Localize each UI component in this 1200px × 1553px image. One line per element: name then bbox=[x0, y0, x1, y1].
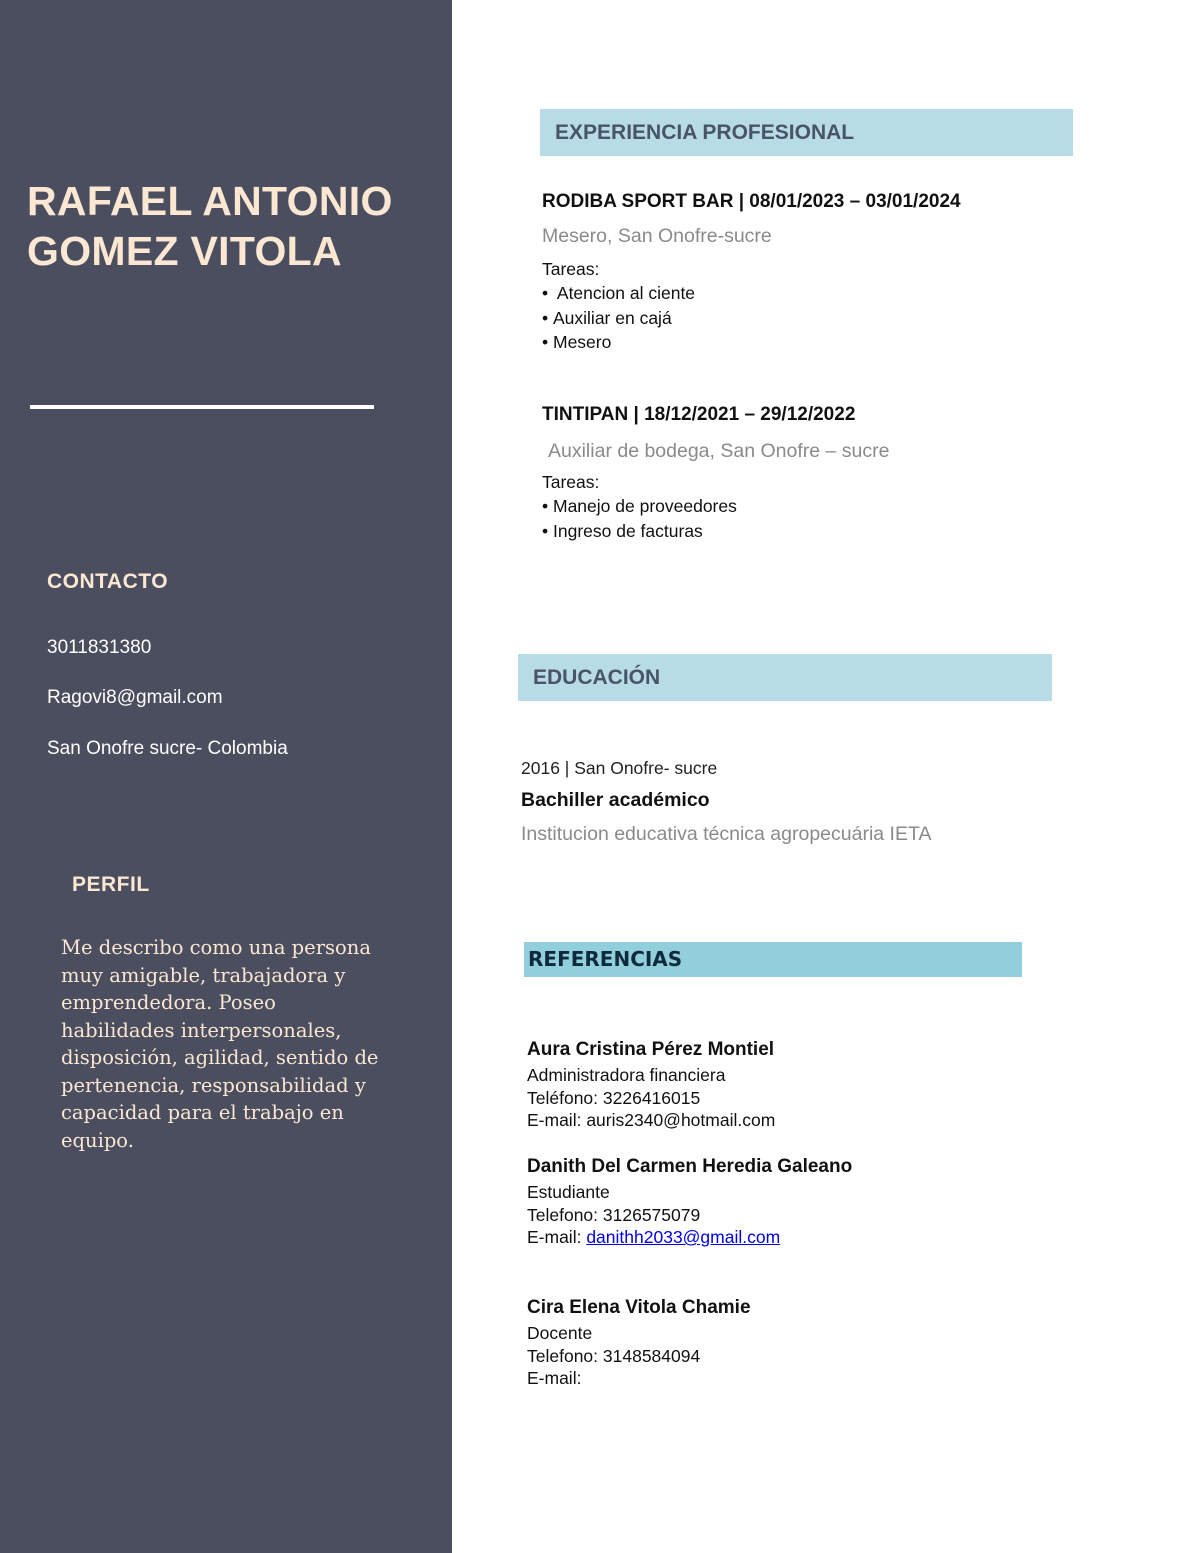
name-line-2: GOMEZ VITOLA bbox=[27, 228, 342, 274]
reference-email-line bbox=[527, 1109, 775, 1132]
contact-heading: CONTACTO bbox=[47, 570, 169, 593]
sidebar bbox=[0, 0, 452, 1553]
references-heading: REFERENCIAS bbox=[528, 947, 683, 971]
reference-name: Cira Elena Vitola Chamie bbox=[527, 1297, 751, 1318]
reference-role: Estudiante bbox=[527, 1182, 610, 1202]
reference-email-label: E-mail: bbox=[527, 1368, 582, 1388]
reference-email-label: E-mail: bbox=[527, 1227, 582, 1247]
task-item: • Atencion al ciente bbox=[542, 281, 695, 306]
reference-email-line bbox=[527, 1226, 852, 1249]
task-item: • Mesero bbox=[542, 330, 695, 355]
reference-role: Docente bbox=[527, 1323, 593, 1343]
task-item: • Ingreso de facturas bbox=[542, 519, 737, 544]
experience-heading: EXPERIENCIA PROFESIONAL bbox=[555, 121, 855, 144]
references-section-bar bbox=[524, 942, 1022, 977]
reference-email-link[interactable]: danithh2033@gmail.com bbox=[586, 1227, 781, 1247]
reference-entry bbox=[527, 1039, 775, 1132]
reference-email-label: E-mail: bbox=[527, 1110, 582, 1130]
task-item: • Auxiliar en cajá bbox=[542, 306, 695, 331]
contact-email: Ragovi8@gmail.com bbox=[47, 687, 223, 708]
reference-phone: Telefono: 3126575079 bbox=[527, 1204, 701, 1225]
reference-email-line bbox=[527, 1367, 751, 1390]
reference-phone: Teléfono: 3226416015 bbox=[527, 1087, 701, 1108]
task-item: • Manejo de proveedores bbox=[542, 494, 737, 519]
experience-section-bar bbox=[540, 109, 1073, 156]
reference-entry bbox=[527, 1156, 852, 1249]
name-divider bbox=[30, 405, 374, 409]
job-subtitle: Mesero, San Onofre-sucre bbox=[542, 225, 772, 247]
education-institution: Institucion educativa técnica agropecuária IETA bbox=[521, 823, 932, 845]
profile-heading: PERFIL bbox=[72, 873, 150, 896]
education-section-bar bbox=[518, 654, 1052, 701]
job-title: TINTIPAN | 18/12/2021 – 29/12/2022 bbox=[542, 404, 856, 425]
reference-role: Administradora financiera bbox=[527, 1065, 726, 1085]
tasks-label: Tareas: bbox=[542, 472, 600, 492]
profile-text: Me describo como una persona muy amigable, trabajadora y emprendedora. Poseo habilidades interpersonales, disposición, agilidad, sentido de pertenencia, responsabilidad y capacidad para el trabajo en equipo. bbox=[61, 936, 379, 1152]
job-subtitle: Auxiliar de bodega, San Onofre – sucre bbox=[548, 440, 890, 462]
candidate-name bbox=[27, 176, 393, 276]
reference-phone: Telefono: 3148584094 bbox=[527, 1345, 701, 1366]
reference-name: Danith Del Carmen Heredia Galeano bbox=[527, 1156, 853, 1177]
job-title: RODIBA SPORT BAR | 08/01/2023 – 03/01/2024 bbox=[542, 191, 961, 212]
education-heading: EDUCACIÓN bbox=[533, 666, 661, 689]
task-list bbox=[542, 494, 737, 543]
task-list bbox=[542, 281, 695, 355]
reference-email: auris2340@hotmail.com bbox=[581, 1110, 776, 1130]
education-year-place: 2016 | San Onofre- sucre bbox=[521, 758, 718, 778]
tasks-label: Tareas: bbox=[542, 259, 600, 279]
reference-entry bbox=[527, 1297, 751, 1390]
contact-location: San Onofre sucre- Colombia bbox=[47, 738, 288, 759]
contact-phone: 3011831380 bbox=[47, 637, 152, 658]
education-degree: Bachiller académico bbox=[521, 789, 710, 811]
reference-name: Aura Cristina Pérez Montiel bbox=[527, 1039, 775, 1060]
name-line-1: RAFAEL ANTONIO bbox=[27, 178, 393, 224]
